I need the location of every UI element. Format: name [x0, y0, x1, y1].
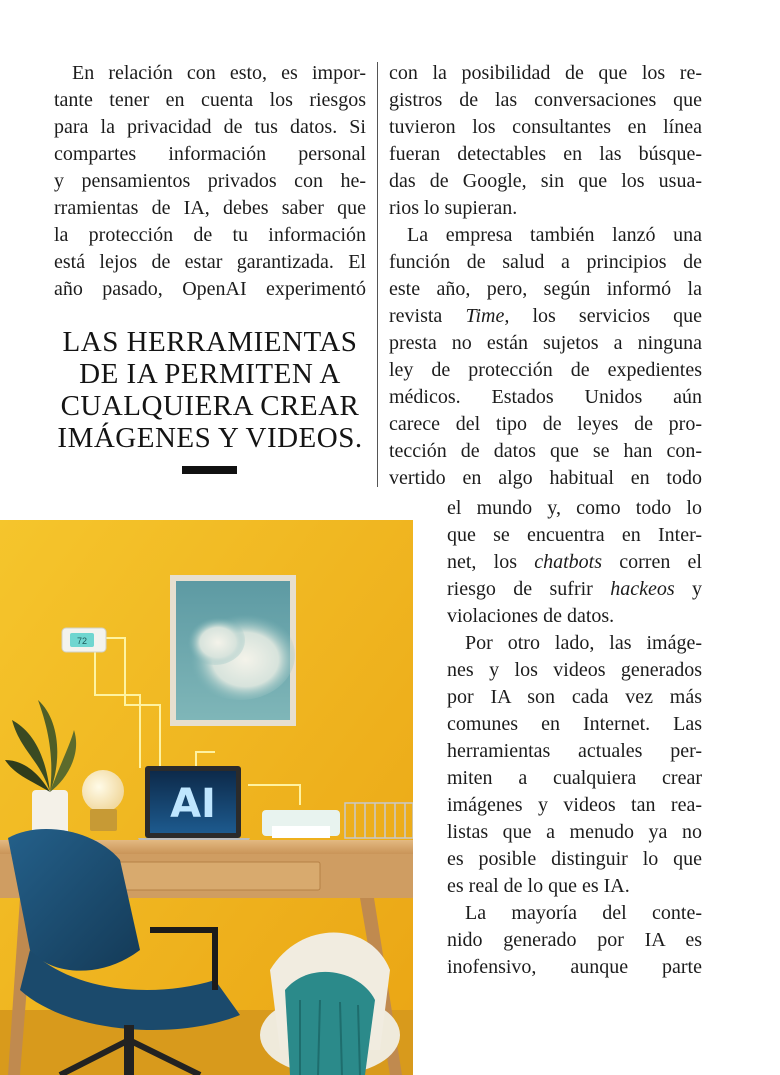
italic-term: hackeos: [610, 578, 675, 600]
text-fragment: riesgo de sufrir: [447, 578, 611, 600]
magazine-title: Time,: [465, 305, 510, 327]
text-fragment: corren el: [602, 551, 702, 573]
text-line: La empresa también lanzó una: [407, 224, 702, 246]
text-line: presta no están sujetos a ninguna: [389, 332, 702, 354]
text-line: nido generado por IA es: [447, 929, 702, 951]
text-line: violaciones de datos.: [447, 605, 615, 627]
pull-quote-line: LAS HERRAMIENTAS: [62, 326, 358, 358]
text-line: nes y los videos generados: [447, 659, 702, 681]
text-line: miten a cualquiera crear: [447, 767, 702, 789]
text-line: está lejos de estar garantizada. El: [54, 251, 366, 273]
thermostat-icon: [62, 628, 106, 652]
text-line: imágenes y videos tan rea-: [447, 794, 702, 816]
svg-text:72: 72: [76, 636, 88, 646]
text-line: año pasado, OpenAI experimentó: [54, 278, 366, 300]
text-line: por IA son cada vez más: [447, 686, 702, 708]
text-line: gistros de las conversaciones que: [389, 89, 702, 111]
text-fragment: revista: [389, 305, 466, 327]
text-line: para la privacidad de tus datos. Si: [54, 116, 366, 138]
text-line: la protección de tu información: [54, 224, 366, 246]
text-line: inofensivo, aunque parte: [447, 956, 702, 978]
text-line: das de Google, sin que los usua-: [389, 170, 702, 192]
text-line: vertido en algo habitual en todo: [389, 467, 702, 489]
article-column-3: [447, 495, 702, 981]
text-line: médicos. Estados Unidos aún: [389, 386, 702, 408]
text-line: y pensamientos privados con he-: [54, 170, 366, 192]
text-line: este año, pero, según informó la: [389, 278, 702, 300]
text-line: comunes en Internet. Las: [447, 713, 702, 735]
pull-quote-bar: [182, 466, 237, 474]
text-line: tección de datos que se han con-: [389, 440, 702, 462]
text-line: [447, 549, 702, 576]
pull-quote-line: CUALQUIERA CREAR: [60, 390, 360, 422]
text-line: La mayoría del conte-: [465, 902, 702, 924]
printer: [262, 810, 340, 838]
text-line: rramientas de IA, debes saber que: [54, 197, 366, 219]
article-column-1: [54, 60, 366, 303]
text-fragment: los servicios que: [509, 305, 703, 327]
svg-text:AI: AI: [170, 781, 216, 827]
text-fragment: net, los: [447, 551, 535, 573]
office-photo: [0, 520, 413, 1075]
column-divider: [377, 62, 378, 487]
text-line: herramientas actuales per-: [447, 740, 702, 762]
text-line: [447, 576, 702, 603]
text-line: el mundo y, como todo lo: [447, 497, 702, 519]
text-line: listas que a menudo ya no: [447, 821, 702, 843]
text-line: con la posibilidad de que los re-: [389, 62, 702, 84]
text-line: Por otro lado, las imáge-: [465, 632, 702, 654]
framed-artwork: [170, 575, 296, 726]
text-line: que se encuentra en Inter-: [447, 524, 702, 546]
text-line: compartes información personal: [54, 143, 366, 165]
text-line: rios lo supieran.: [389, 197, 518, 219]
italic-term: chatbots: [534, 551, 603, 573]
text-line: es posible distinguir lo que: [447, 848, 702, 870]
text-line: es real de lo que es IA.: [447, 875, 630, 897]
laptop: [138, 766, 250, 846]
pull-quote: [54, 326, 366, 454]
text-fragment: y: [674, 578, 702, 600]
article-column-2: [389, 60, 702, 492]
text-line: función de salud a principios de: [389, 251, 702, 273]
text-line: tuvieron los consultantes en línea: [389, 116, 702, 138]
text-line: [389, 303, 702, 330]
text-line: ley de protección de expedientes: [389, 359, 702, 381]
text-line: tante tener en cuenta los riesgos: [54, 89, 366, 111]
text-line: fueran detectables en las búsque-: [389, 143, 702, 165]
pull-quote-line: IMÁGENES Y VIDEOS.: [57, 422, 363, 454]
text-line: En relación con esto, es impor-: [72, 62, 366, 84]
text-line: carece del tipo de leyes de pro-: [389, 413, 702, 435]
pull-quote-line: DE IA PERMITEN A: [79, 358, 341, 390]
